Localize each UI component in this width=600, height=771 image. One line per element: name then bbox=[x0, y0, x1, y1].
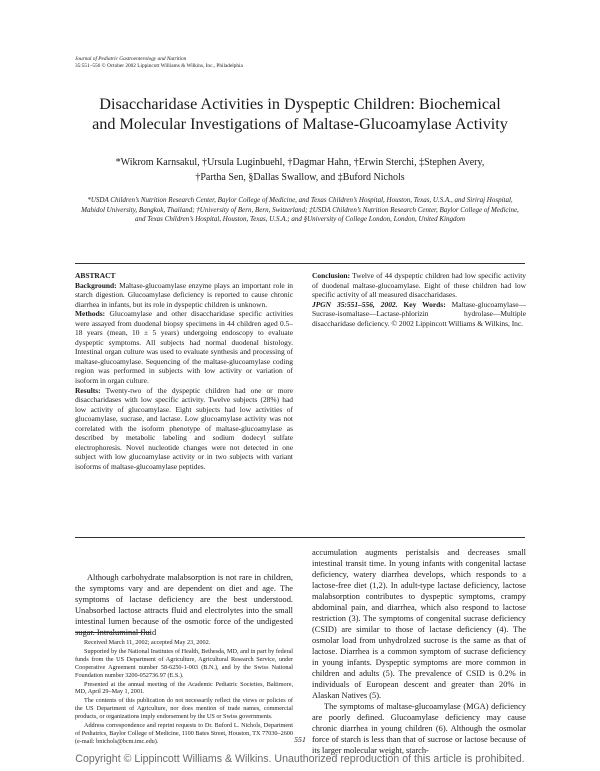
page-number: 551 bbox=[294, 735, 306, 744]
body-column-right bbox=[312, 547, 526, 756]
abstract-top-rule bbox=[75, 263, 525, 264]
abstract-conclusion bbox=[312, 271, 526, 300]
conclusion-text: Twelve of 44 dyspeptic children had low specific activity of duodenal maltase-glucoamylase. Eight of these children had low specific activity of all measured disaccharidases. bbox=[312, 271, 526, 300]
body-paragraph-2: The symptoms of maltase-glucoamylase (MGA) deficiency are poorly defined. Glucoamylase deficiency may cause chronic diarrhea in young children (6). Although the osmolar force of starch is less than that of sucrose or lactose because of its larger molecular weight, starch- bbox=[312, 702, 526, 755]
abstract-methods bbox=[75, 309, 293, 385]
title-line-1: Disaccharidase Activities in Dyspeptic Children: Biochemical bbox=[99, 95, 501, 113]
footnote-rule bbox=[75, 632, 151, 633]
footnote-address: Address correspondence and reprint requests to Dr. Buford L. Nichols, Department of Pediatrics, Baylor College of Medicine, 1100 Bates Street, Houston, TX 77030–2600 (e-mail: bnichols@bcm.tmc.edu). bbox=[75, 722, 293, 745]
title-line-2: and Molecular Investigations of Maltase-Glucoamylase Activity bbox=[92, 115, 508, 133]
journal-header bbox=[75, 56, 243, 69]
footnote-support: Supported by the National Institutes of Health, Bethesda, MD, and in part by federal funds from the US Department of Agriculture, Agricultural Research Service, under Cooperative Agreement number 58-6250-1-003 (B.N.), and by the Swiss National Foundation number 3200-052736.97 (E.S.). bbox=[75, 647, 293, 679]
abstract-heading: ABSTRACT bbox=[75, 271, 116, 280]
authors-line-2: †Partha Sen, §Dallas Swallow, and ‡Buford Nichols bbox=[195, 172, 405, 183]
abstract-column-right bbox=[312, 271, 526, 328]
abstract-bottom-rule bbox=[75, 537, 525, 538]
citation-ref: JPGN 35:551–556, 2002. bbox=[312, 299, 398, 309]
conclusion-label: Conclusion: bbox=[312, 271, 351, 280]
footnote-disclaimer: The contents of this publication do not necessarily reflect the views or policies of the US Department of Agriculture, nor does mention of trade names, commercial products, or organizations imply endorsement by the US or Swiss governments. bbox=[75, 697, 293, 721]
background-label: Background: bbox=[75, 280, 117, 290]
results-label: Results: bbox=[75, 385, 101, 395]
background-text: Maltase-glucoamylase enzyme plays an important role in starch digestion. Glucoamylase deficiency is reported to cause chronic diarrhea in infants, but its role in dyspeptic children is unknown. bbox=[75, 280, 293, 309]
affiliations: *USDA Children’s Nutrition Research Center, Baylor College of Medicine, and Texas Children’s Hospital, Houston, Texas, U.S.A., and Siriraj Hospital, Mahidol University, Bangkok, Thailand; †University of Bern, Bern, Switzerland; ‡USDA Children’s Nutrition Research Center, Baylor College of Medicine, and Texas Children’s Hospital, Houston, Texas, U.S.A.; and §University of College London, London, United Kingdom bbox=[81, 196, 519, 224]
body-column-left bbox=[75, 572, 293, 638]
abstract-results bbox=[75, 386, 293, 472]
methods-label: Methods: bbox=[75, 309, 106, 319]
abstract-keywords bbox=[312, 300, 526, 329]
methods-text: Glucoamylase and other disaccharidase specific activities were assayed from duodenal biopsy specimens in 44 children aged 0.5–18 years (mean, 10 ± 5 years) undergoing endoscopy to evaluate dyspeptic symptoms. All subjects had normal duodenal histology. Intestinal organ culture was used to evaluate synthesis and processing of maltase-glucoamylase. Sequencing of the maltase-glucoamylase coding region was performed in subjects with low activity or variation of isoform in organ culture. bbox=[75, 309, 294, 386]
abstract-background bbox=[75, 281, 293, 310]
keywords-text: Maltase-glucoamylase—Sucrase-isomaltase—Lactase-phlorizin hydrolase—Multiple disaccharidase deficiency. © 2002 Lippincott Williams & Wilkins, Inc. bbox=[312, 299, 527, 328]
keywords-label: Key Words: bbox=[403, 299, 446, 309]
copyright-notice: Copyright © Lippincott Williams & Wilkins. Unauthorized reproduction of this article is prohibited. bbox=[75, 753, 525, 765]
authors-line-1: *Wikrom Karnsakul, †Ursula Luginbuehl, †Dagmar Hahn, †Erwin Sterchi, ‡Stephen Avery, bbox=[115, 157, 485, 168]
journal-citation: 35:551–556 © October 2002 Lippincott Williams & Wilkins, Inc., Philadelphia bbox=[75, 62, 243, 69]
author-list bbox=[60, 155, 540, 185]
footnotes bbox=[75, 639, 293, 747]
results-text: Twenty-two of the dyspeptic children had one or more disaccharidases with low specific activity. Twelve subjects (28%) had low activity of glucoamylase. Eight subjects had low activities of glucoamylase, sucrase, and lactase. Low glucoamylase activity was not correlated with the isoform phenotype of maltase-glucoamylase as described by metabolic labeling and sodium dodecyl sulfate electrophoresis. Novel nucleotide changes were not detected in one subject with low glucoamylase activity or in two subjects with variant isoforms of maltase-glucoamylase peptides. bbox=[75, 385, 293, 471]
footnote-presented: Presented at the annual meeting of the Academic Pediatric Societies, Baltimore, MD, April 29–May 1, 2001. bbox=[75, 680, 293, 696]
journal-name: Journal of Pediatric Gastroenterology and Nutrition bbox=[75, 56, 187, 62]
footnote-received: Received March 11, 2002; accepted May 23, 2002. bbox=[84, 639, 211, 646]
body-paragraph-1-continued: accumulation augments peristalsis and decreases small intestinal transit time. In young infants with congenital lactase deficiency, watery diarrhea develops, which responds to a lactose-free diet (1,2). In adult-type lactase deficiency, lactose malabsorption contributes to dyspeptic symptoms, crampy abdominal pain, and diarrhea, which also respond to lactose restriction (3). The symptoms of congenital sucrase deficiency (CSID) are similar to those of lactase deficiency (4). The osmolar load from unhydrolzed sucrose is the same as that of lactose. Diarrhea is a common symptom of sucrase deficiency in young infants. Dyspeptic symptoms are more common in children and adults (5). The prevalence of CSID is 0.2% in individuals of European descent and greater than 20% in Alaskan Natives (5). bbox=[312, 548, 526, 700]
article-title bbox=[60, 94, 540, 134]
body-paragraph-1: Although carbohydrate malabsorption is not rare in children, the symptoms vary and are dependent on diet and age. The symptoms of lactase deficiency are the best understood. Unabsorbed lactose attracts fluid and electrolytes into the small intestinal lumen because of the osmotic force of the undigested sugar. Intraluminal fluid bbox=[75, 573, 293, 637]
abstract-column-left bbox=[75, 271, 293, 471]
